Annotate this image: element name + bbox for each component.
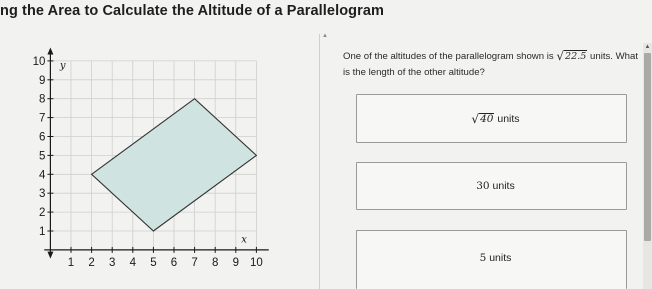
question-text-before: One of the altitudes of the parallelogram shown is	[343, 51, 554, 62]
y-axis-arrow-icon	[47, 48, 53, 55]
choice-b-unit: units	[492, 180, 515, 192]
given-sqrt	[556, 50, 587, 62]
y-axis-arrow-down-icon	[47, 252, 53, 259]
answer-choice-a-content	[357, 113, 626, 125]
parallelogram-shape	[92, 99, 257, 231]
y-tick-label: 4	[38, 169, 46, 182]
page-title: ng the Area to Calculate the Altitude of a Parallelogram	[0, 3, 385, 19]
y-tick-label: 8	[38, 93, 46, 106]
answer-choice-b-content	[357, 180, 626, 192]
x-tick-label: 8	[211, 256, 219, 269]
graph-svg	[30, 44, 270, 276]
vertical-scrollbar[interactable]	[643, 43, 652, 289]
choice-c-value: 5	[479, 252, 487, 264]
x-tick-label: 7	[191, 256, 198, 269]
given-radicand: 22.5	[564, 51, 587, 62]
choice-a-radical-sign: √	[471, 111, 480, 126]
x-tick-label: 10	[250, 256, 263, 269]
x-tick-label: 2	[88, 256, 95, 269]
x-tick-label: 9	[232, 256, 240, 269]
question-text	[343, 49, 643, 81]
caret-up-icon[interactable]: ▲	[322, 33, 328, 39]
y-tick-label: 7	[38, 112, 46, 125]
y-tick-label: 10	[32, 55, 46, 68]
scrollbar-thumb[interactable]	[644, 53, 651, 241]
y-tick-label: 1	[38, 226, 46, 238]
answer-choice-c-content	[357, 252, 626, 264]
radical-sign: √	[556, 49, 564, 63]
answer-choice-a[interactable]	[356, 94, 627, 143]
choice-b-value: 30	[476, 180, 490, 192]
question-text-after: units. What is the length of the other altitude?	[343, 51, 639, 78]
y-tick-label: 9	[38, 74, 46, 87]
choice-a-sqrt	[471, 113, 494, 125]
y-tick-label: 2	[38, 207, 46, 220]
panel-divider	[319, 34, 320, 289]
coordinate-graph	[30, 44, 270, 276]
choice-a-value: 40	[480, 112, 494, 125]
x-axis-label: x	[241, 234, 247, 246]
y-axis-label: y	[59, 60, 66, 72]
x-tick-label: 1	[67, 256, 75, 269]
x-tick-label: 4	[129, 256, 137, 269]
scroll-up-icon[interactable]: ▲	[644, 44, 651, 50]
x-tick-label: 5	[150, 256, 157, 269]
answer-choice-b[interactable]	[356, 162, 627, 210]
x-tick-label: 3	[108, 256, 116, 269]
choice-a-unit: units	[497, 112, 520, 125]
y-tick-label: 3	[38, 188, 46, 201]
answer-choice-c[interactable]	[356, 230, 627, 289]
x-tick-label: 6	[170, 256, 178, 269]
y-tick-label: 5	[38, 150, 46, 163]
y-tick-label: 6	[38, 131, 46, 144]
choice-c-unit: units	[489, 252, 512, 264]
